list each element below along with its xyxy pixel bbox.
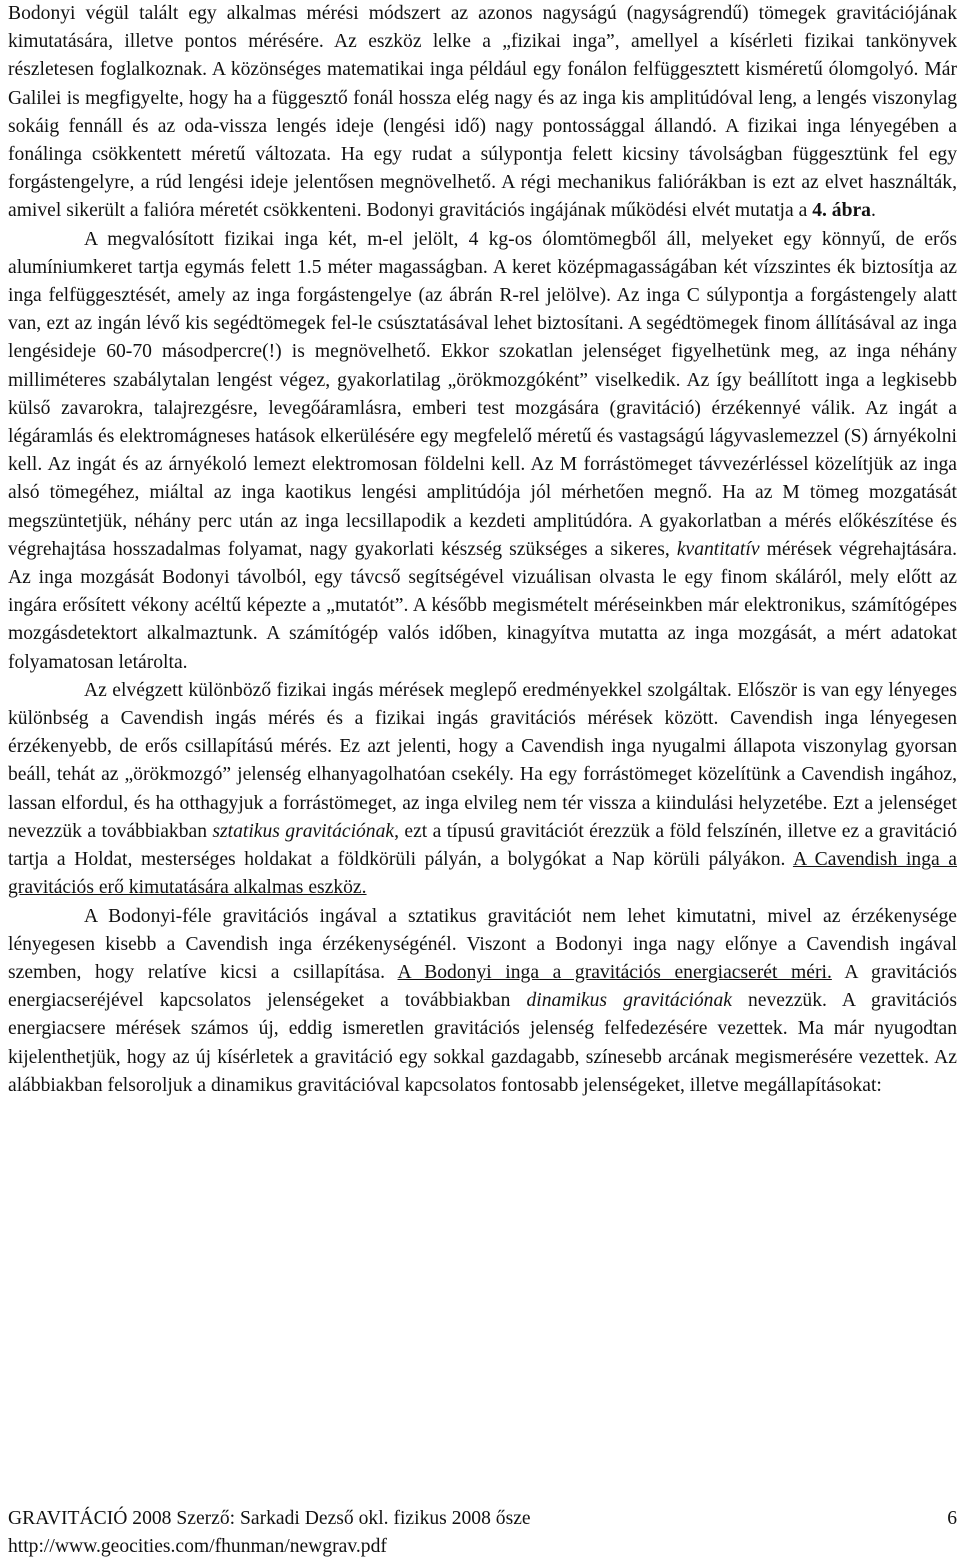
paragraph-4-text: A Bodonyi-féle gravitációs ingával a sztatikus gravitációt nem lehet kimutatni, mivel az érzékenysége lényegesen kisebb a Cavendish inga érzékenységénél. Viszont a Bodonyi inga nagy előnye a Cavendish ingával szemben, hogy relatíve kicsi a csillapítása. [8,905,957,983]
paragraph-2-text: A megvalósított fizikai inga két, m-el jelölt, 4 kg-os ólomtömegből áll, melyeket egy könnyű, de erős alumíniumkeret tartja egymás felett 1.5 méter magasságban. A keret középmagasságában két vízszintes ék biztosítja az inga felfüggesztését, amely az inga forgástengelye (az ábrán R-rel jelölve). Az inga C súlypontja a forgástengely alatt van, ezt az ingán lévő kis segédtömegek fel-le csúsztatásával lehet biztosítani. A segédtömegek finom állításával az inga lengésideje 60-70 másodpercre(!) is megnövelhető. Ekkor szokatlan jelenséget figyelhetünk meg, az inga néhány milliméteres szabálytalan lengést végez, gyakorlatilag „örökmozgóként” viselkedik. Az így beállított inga a legkisebb külső zavarokra, talajrezgésre, levegőáramlásra, emberi test mozgására (gravitáció) érzékennyé válik. Az ingát a légáramlás és elektromágneses hatások elkerülésére egy megfelelő méretű és vastagságú lágyvaslemezzel (S) árnyékolni kell. Az ingát és az árnyékoló lemezt elektromosan földelni kell. Az M forrástömeget távvezérléssel közelítjük az inga alsó tömegéhez, miáltal az inga kaotikus lengési amplitúdója jól mérhetően megnő. Ha az M tömeg mozgatását megszüntetjük, néhány perc után az inga lecsillapodik a kezdeti amplitúdóra. A gyakorlatban a mérés előkészítése és végrehajtása hosszadalmas folyamat, nagy gyakorlati készség szükséges a sikeres, [8,228,957,560]
paragraph-1-end: . [870,200,876,222]
italic-term-kvantitativ: kvantitatív [676,538,760,560]
paragraph-1-text: Bodonyi végül talált egy alkalmas mérési módszert az azonos nagyságú (nagyságrendű) tömegek gravitációjának kimutatására, illetve pontos mérésére. Az eszköz lelke a „fizikai inga”, amellyel a kísérleti fizikai tankönyvek részletesen foglalkoznak. A közönséges matematikai inga például egy fonálon felfüggesztett kisméretű ólomgolyó. Már Galilei is megfigyelte, hogy ha a függesztő fonál hossza elég nagy és az inga kis amplitúdóval leng, a lengés viszonylag sokáig fennáll és az oda-vissza lengés ideje (lengési idő) nagy pontossággal állandó. A fizikai inga lényegében a fonálinga csökkentett méretű változata. Ha egy rudat a súlypontja felett kicsiny távolságban függesztünk fel egy forgástengelyre, a rúd lengési ideje jelentősen megnövelhető. A régi mechanikus faliórákban is ezt az elvet használták, amivel sikerült a falióra méretét csökkenteni. Bodonyi gravitációs ingájának működési elvét mutatja a [8,3,957,222]
paragraph-1 [8,0,957,226]
underlined-statement-bodonyi: A Bodonyi inga a gravitációs energiacserét méri. [397,961,832,983]
paragraph-3-text: Az elvégzett különböző fizikai ingás mérések meglepő eredményekkel szolgáltak. Először is van egy lényeges különbség a Cavendish ingás mérés és a fizikai ingás gravitációs mérések között. Cavendish inga lényegesen érzékenyebb, de erős csillapítású mérés. Ez azt jelenti, hogy a Cavendish inga nyugalmi állapota viszonylag gyorsan beáll, tehát az „örökmozgó” jelenség elhanyagolhatóan csekély. Ha egy forrástömeget közelítünk a Cavendish ingához, lassan elfordul, és ha otthagyjuk a forrástömeget, az inga elvileg nem tér vissza a kiindulási helyzetébe. Ezt a jelenséget nevezzük a továbbiakban [8,679,957,842]
footer-title: GRAVITÁCIÓ 2008 Szerző: Sarkadi Dezső okl. fizikus 2008 ősze [8,1508,531,1529]
page-number: 6 [947,1508,957,1529]
italic-term-dinamikus-gravitacio: dinamikus gravitációnak [526,990,732,1012]
paragraph-2-end: mérések végrehajtására. Az inga mozgását Bodonyi távolból, egy távcső segítségével vizuálisan olvasta le egy finom skáláról, mely előtt az ingára erősített vékony acéltű képezte a „mutatót”. A később megismételt méréseinkben már elektronikus, számítógépes mozgásdetektort alkalmaztunk. A számítógép valós időben, kinagyítva mutatta az inga mozgását, a mért adatokat folyamatosan letárolta. [8,538,958,673]
paragraph-3-middle: , ezt a típusú gravitációt érezzük a föld felszínén, illetve ez a gravitáció tartja a Holdat, mesterséges holdakat a földkörüli pályán, a bolygókat a Nap körüli pályákon. [8,820,958,871]
page-footer [8,1505,957,1561]
footer-url-link[interactable]: http://www.geocities.com/fhunman/newgrav.pdf [8,1536,387,1557]
footer-row [8,1505,957,1533]
paragraph-4 [8,903,957,1100]
paragraph-2 [8,226,957,677]
underlined-statement-cavendish: A Cavendish inga a gravitációs erő kimutatására alkalmas eszköz. [8,849,957,899]
paragraph-4-middle: A gravitációs energiacseréjével kapcsolatos jelenségeket a továbbiakban [8,961,958,1012]
document-page [8,0,957,1100]
italic-term-sztatikus-gravitacio: sztatikus gravitációnak [212,820,395,842]
paragraph-4-end: nevezzük. A gravitációs energiacsere mérések számos új, eddig ismeretlen gravitációs jelenség felfedezésére vezettek. Ma már nyugodtan kijelenthetjük, hogy az új kísérletek a gravitáció egy sokkal gazdagabb, színesebb arcának megismerésére vezettek. Az alábbiakban felsoroljuk a dinamikus gravitációval kapcsolatos fontosabb jelenségeket, illetve megállapításokat: [8,990,957,1096]
figure-reference: 4. ábra [812,200,871,222]
paragraph-3 [8,677,957,903]
